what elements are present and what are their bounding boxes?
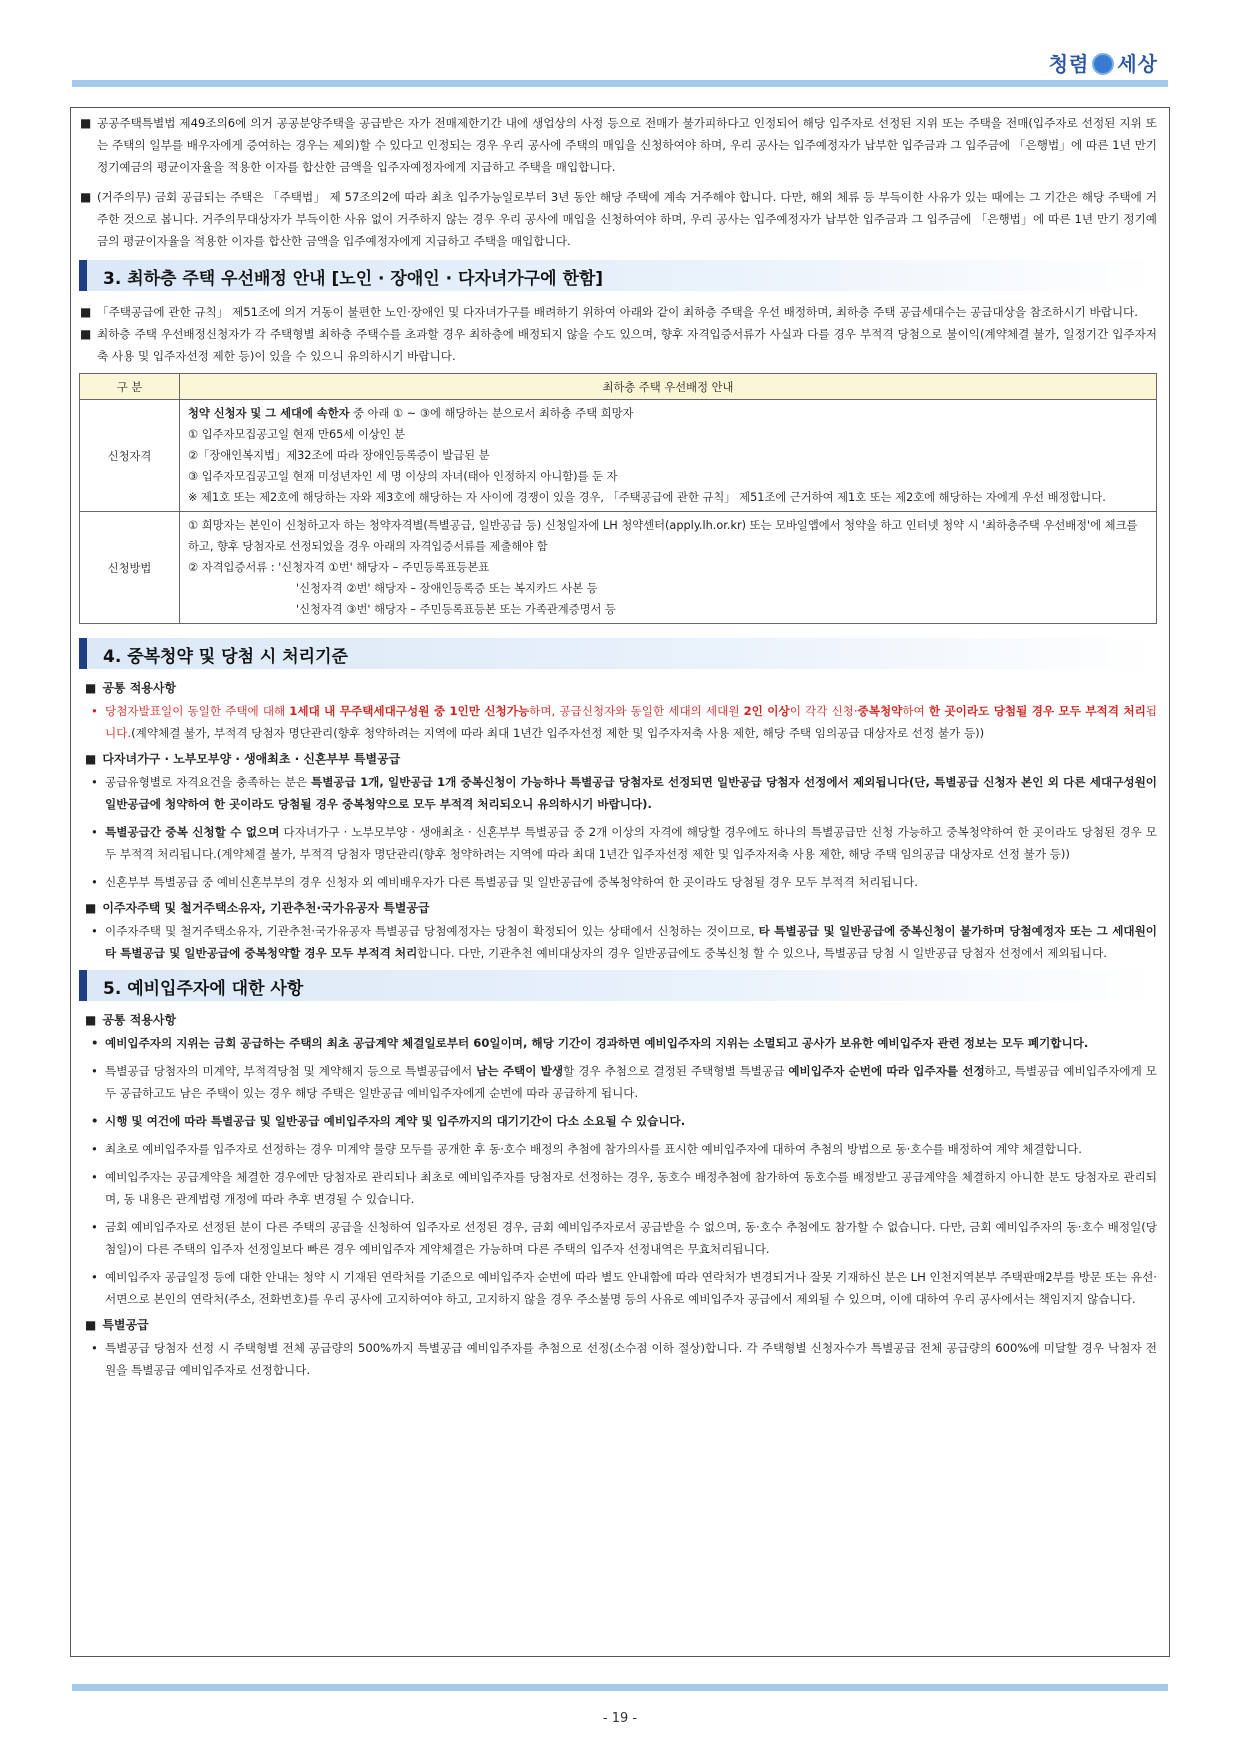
bullet-item: • 이주자주택 및 철거주택소유자, 기관추천·국가유공자 특별공급 당첨예정자는 당첨이 확정되어 있는 상태에서 신청하는 것이므로, 타 특별공급 및 일반공급에 중복신청이 불가하며 당첨예정자 또는 그 세대원이 타 특별공급 및 일반공급에 중복청약할 경우 모두 부적격 처리합니다. 다만, 기관추천 예비대상자의 경우 일반공급에도 중복신청 할 수 있으나, 특별공급 당첨 시 일반공급 당첨자 선정에서 제외됩니다. [91,924,1157,960]
bullet-item: • 시행 및 여건에 따라 특별공급 및 일반공급 예비입주자의 계약 및 입주까지의 대기기간이 다소 소요될 수 있습니다. [91,1114,686,1128]
section-heading: 5. 예비입주자에 대한 사항 [79,970,1157,1001]
list-item: ②「장애인복지법」제32조에 따라 장애인등록증이 발급된 분 [188,449,490,462]
row-label: 신청자격 [80,400,180,512]
bullet-item: • 예비입주자는 공급계약을 체결한 경우에만 당첨자로 관리되나 최초로 예비입주자를 당첨자로 선정하는 경우, 동호수 배정추첨에 참가하여 동호수를 배정받고 공급계약을 체결하지 아니한 분도 당첨자로 관리되며, 동 내용은 관계법령 개정에 따라 추후 변경될 수 있습니다. [91,1170,1157,1206]
intro-paragraph: ■ 공공주택특별법 제49조의6에 의거 공공분양주택을 공급받은 자가 전매제한기간 내에 생업상의 사정 등으로 전매가 불가피하다고 인정되어 해당 입주자로 선정된 지위 또는 주택을 전매(입주자로 선정된 지위 또는 주택의 일부를 배우자에게 증여하는 경우는 제외)할 수 있다고 인정되는 경우 우리 공사에 주택의 매입을 신청하여야 하며, 우리 공사는 입주예정자가 납부한 입주금과 그 입주금에 「은행법」에 따른 1년 만기 정기예금의 평균이자율을 적용한 이자를 합산한 금액을 입주자예정자에게 지급하고 주택을 매입합니다. [80,116,1157,174]
row-content [180,512,1157,624]
header-band [72,80,1168,87]
document-frame [70,107,1170,1657]
list-item: ③ 입주자모집공고일 현재 미성년자인 세 명 이상의 자녀(태아 인정하지 아니함)를 둔 자 [188,470,618,483]
floor-priority-table [79,373,1157,624]
logo-text-part: 청렴 [1048,52,1090,76]
table-header-category: 구 분 [80,374,180,400]
sub-heading: ■ 다자녀가구 · 노부모부양 · 생애최초 · 신혼부부 특별공급 [85,752,401,766]
page-number: - 19 - [602,1711,638,1726]
bullet-item: • 예비입주자의 지위는 금회 공급하는 주택의 최초 공급계약 체결일로부터 60일이며, 해당 기간이 경과하면 예비입주자의 지위는 소멸되고 공사가 보유한 예비입주자 관련 정보는 모두 폐기합니다. [91,1036,1089,1050]
table-row [80,512,1157,624]
bullet-item: • 공급유형별로 자격요건을 충족하는 분은 특별공급 1개, 일반공급 1개 중복신청이 가능하나 특별공급 당첨자로 선정되면 일반공급 당첨자 선정에서 제외됩니다(단, 특별공급 신청자 본인 외 다른 세대구성원이 일반공급에 청약하여 한 곳이라도 당첨될 경우 중복청약으로 모두 부적격 처리되오니 유의하시기 바랍니다). [91,775,1157,811]
logo-emblem-icon [1092,53,1114,75]
bullet-item: • 최초로 예비입주자를 입주자로 선정하는 경우 미계약 물량 모두를 공개한 후 동·호수 배정의 추첨에 참가의사를 표시한 예비입주자에 대하여 추첨의 방법으로 동·호수를 배정하여 계약 체결합니다. [91,1142,1082,1156]
row-content: 청약 신청자 및 그 세대에 속한자 중 아래 ① ~ ③에 해당하는 분으로서 최하층 주택 희망자 ① 입주자모집공고일 현재 만65세 이상인 분 ②「장애인복지법」제32조에 따라 장애인등록증이 발급된 분 ③ 입주자모집공고일 현재 미성년자인 세 명 이상의 자녀(태아 인정하지 아니함)를 둔 자 ※ 제1호 또는 제2호에 해당하는 자와 제3호에 해당하는 자 사이에 경쟁이 있을 경우, 「주택공급에 관한 규칙」 제51조에 근거하여 제1호 또는 제2호에 해당하는 자에게 우선 배정합니다. [180,400,1157,512]
sub-heading: ■ 특별공급 [85,1318,149,1332]
section-heading: 4. 중복청약 및 당첨 시 처리기준 [79,638,1157,669]
list-item: ① 희망자는 본인이 신청하고자 하는 청약자격별(특별공급, 일반공급 등) 신청일자에 LH 청약센터(apply.lh.or.kr) 또는 모바일앱에서 청약을 하고 인터넷 청약 시 '최하층주택 우선배정'에 체크를 하고, 향후 당첨자로 선정되었을 경우 아래의 자격입증서류를 제출해야 함 [188,519,1138,553]
bullet-item: • 특별공급간 중복 신청할 수 없으며 다자녀가구 · 노부모부양 · 생애최초 · 신혼부부 특별공급 중 2개 이상의 자격에 해당할 경우에도 하나의 특별공급만 신청 가능하고 중복청약하여 한 곳이라도 당첨된 경우 모두 부적격 처리됩니다.(계약체결 불가, 부적격 당첨자 명단관리(향후 청약하려는 지역에 따라 최대 1년간 입주자선정 제한 및 입주자저축 사용 제한, 해당 주택 임의공급 대상자로 선정 불가 등)) [91,825,1157,861]
section-heading: 3. 최하층 주택 우선배정 안내 [노인 · 장애인 · 다자녀가구에 한함] [79,260,1157,291]
section-paragraph: ■ 최하층 주택 우선배정신청자가 각 주택형별 최하층 주택수를 초과할 경우 최하층에 배정되지 않을 수도 있으며, 향후 자격입증서류가 사실과 다를 경우 부적격 당첨으로 불이익(계약체결 불가, 일정기간 입주자저축 사용 및 입주자선정 제한 등)이 있을 수 있으니 유의하시기 바랍니다. [80,327,1157,363]
list-item: '신청자격 ③번' 해당자 – 주민등록표등본 또는 가족관계증명서 등 [296,603,616,616]
bullet-item: • 특별공급 당첨자 선정 시 주택형별 전체 공급량의 500%까지 특별공급 예비입주자를 추첨으로 선정(소수점 이하 절상)합니다. 각 주택형별 신청자수가 특별공급 전체 공급량의 600%에 미달할 경우 낙첨자 전원을 특별공급 예비입주자로 선정합니다. [91,1341,1157,1377]
list-item: ② 자격입증서류 : '신청자격 ①번' 해당자 – 주민등록표등본표 [188,561,490,574]
table-header-guide: 최하층 주택 우선배정 안내 [180,374,1157,400]
bullet-item: • 당첨자발표일이 동일한 주택에 대해 1세대 내 무주택세대구성원 중 1인만 신청가능하며, 공급신청자와 동일한 세대의 세대원 2인 이상이 각각 신청·중복청약하여 한 곳이라도 당첨될 경우 모두 부적격 처리됩니다.(계약체결 불가, 부적격 당첨자 명단관리(향후 청약하려는 지역에 따라 최대 1년간 입주자선정 제한 및 입주자저축 사용 제한, 해당 주택 임의공급 대상자로 선정 불가 등)) [91,704,1157,740]
sub-heading: ■ 공통 적용사항 [85,681,177,695]
table-note: ※ 제1호 또는 제2호에 해당하는 자와 제3호에 해당하는 자 사이에 경쟁이 있을 경우, 「주택공급에 관한 규칙」 제51조에 근거하여 제1호 또는 제2호에 해당하는 자에게 우선 배정합니다. [188,491,1106,504]
sub-heading: ■ 이주자주택 및 철거주택소유자, 기관추천·국가유공자 특별공급 [85,901,430,915]
logo-text-part: 세상 [1117,52,1158,76]
bullet-item: • 예비입주자 공급일정 등에 대한 안내는 청약 시 기재된 연락처를 기준으로 예비입주자 순번에 따라 별도 안내함에 따라 연락처가 변경되거나 잘못 기재하신 분은 LH 인천지역본부 주택판매2부를 방문 또는 유선·서면으로 본인의 연락처(주소, 전화번호)를 우리 공사에 고지하여야 하고, 고지하지 않을 경우 주소불명 등의 사유로 예비입주자 공급에서 제외될 수 있으며, 이에 대하여 우리 공사에서는 책임지지 않습니다. [91,1270,1157,1306]
table-row [80,400,1157,512]
intro-paragraph: ■ (거주의무) 금회 공급되는 주택은 「주택법」 제 57조의2에 따라 최초 입주가능일로부터 3년 동안 해당 주택에 계속 거주해야 합니다. 다만, 해외 체류 등 부득이한 사유가 있는 때에는 그 기간은 해당 주택에 거주한 것으로 봅니다. 거주의무대상자가 부득이한 사유 없이 거주하지 않는 경우 우리 공사에 매입을 신청하여야 하며, 우리 공사는 입주예정자가 납부한 입주금과 그 입주금에 「은행법」에 따른 1년 만기 정기예금의 평균이자율을 적용한 이자를 합산한 금액을 입주예정자에게 지급하고 주택을 매입합니다. [80,190,1157,248]
bullet-item: • 신혼부부 특별공급 중 예비신혼부부의 경우 신청자 외 예비배우자가 다른 특별공급 및 일반공급에 중복청약하여 한 곳이라도 당첨될 경우 모두 부적격 처리됩니다. [91,875,918,889]
row-label: 신청방법 [80,512,180,624]
list-item: '신청자격 ②번' 해당자 – 장애인등록증 또는 복지카드 사본 등 [296,582,598,595]
footer-band [72,1684,1168,1691]
organization-logo [1049,48,1158,77]
bullet-item: • 금회 예비입주자로 선정된 분이 다른 주택의 공급을 신청하여 입주자로 선정된 경우, 금회 예비입주자로서 공급받을 수 없으며, 동·호수 추첨에도 참가할 수 없습니다. 다만, 금회 예비입주자의 동·호수 배정일(당첨일)이 다른 주택의 입주자 선정일보다 빠른 경우 예비입주자 계약체결은 가능하며 다른 주택의 입주자 선정내역은 무효처리됩니다. [91,1220,1157,1256]
list-item: ① 입주자모집공고일 현재 만65세 이상인 분 [188,428,406,441]
sub-heading: ■ 공통 적용사항 [85,1013,177,1027]
bullet-item: • 특별공급 당첨자의 미계약, 부적격당첨 및 계약해지 등으로 특별공급에서 남는 주택이 발생할 경우 추첨으로 결정된 주택형별 특별공급 예비입주자 순번에 따라 입주자를 선정하고, 특별공급 예비입주자에게 모두 공급하고도 남은 주택이 있는 경우 해당 주택은 일반공급 예비입주자에게 순번에 따라 공급하게 됩니다. [91,1064,1157,1100]
section-paragraph: ■ 「주택공급에 관한 규칙」 제51조에 의거 거동이 불편한 노인·장애인 및 다자녀가구를 배려하기 위하여 아래와 같이 최하층 주택을 우선 배정하며, 최하층 주택 공급세대수는 공급대상을 참조하시기 바랍니다. [80,305,1138,319]
